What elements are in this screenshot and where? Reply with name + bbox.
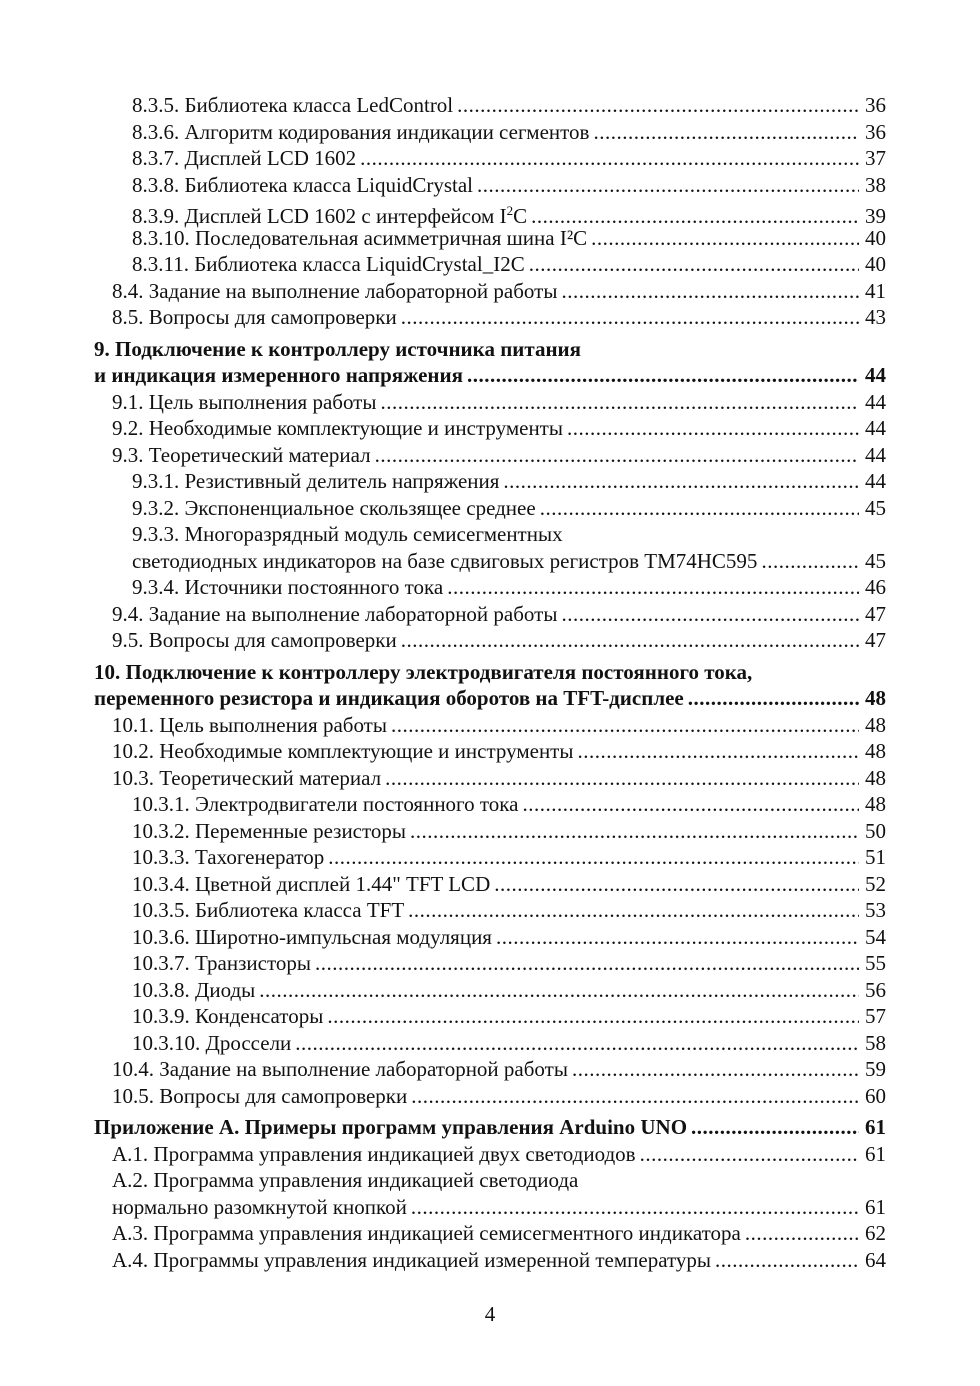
toc-entry-page: 50	[865, 818, 886, 843]
toc-entry-page: 47	[865, 601, 886, 626]
dot-leader	[494, 871, 859, 898]
dot-leader	[360, 145, 859, 172]
toc-entry-page: 61	[865, 1141, 886, 1166]
toc-entry[interactable]	[94, 950, 886, 977]
toc-entry-title: 10.3.3. Тахогенератор	[132, 845, 325, 869]
toc-entry[interactable]	[94, 1141, 886, 1168]
dot-leader	[523, 791, 859, 818]
toc-entry-title: Приложение А. Примеры программ управления Arduino UNO	[94, 1115, 688, 1139]
toc-entry[interactable]	[94, 738, 886, 765]
toc-entry[interactable]	[94, 871, 886, 898]
toc-entry[interactable]	[94, 897, 886, 924]
toc-entry[interactable]	[94, 389, 886, 416]
toc-entry-page: 51	[865, 845, 886, 869]
dot-leader	[640, 1141, 859, 1168]
toc-entry-page: 44	[865, 442, 886, 467]
toc-entry[interactable]	[94, 198, 886, 228]
dot-leader	[572, 1056, 859, 1083]
chapter-entry[interactable]	[94, 685, 886, 712]
toc-entry[interactable]	[94, 548, 886, 575]
toc-entry-title-main: 8.3.9. Дисплей LCD 1602 с интерфейсом I	[132, 204, 507, 228]
toc-entry-title: 9.3.4. Источники постоянного тока	[132, 575, 444, 599]
toc-entry[interactable]	[94, 225, 886, 252]
toc-entry-title: 9.3.2. Экспоненциальное скользящее среднее	[132, 495, 536, 520]
toc-entry-page: 45	[865, 495, 886, 520]
toc-entry-title: переменного резистора и индикация оборотов на TFT-дисплее	[94, 686, 684, 710]
toc-entry-page: 44	[865, 416, 886, 440]
toc-entry-page: 54	[865, 924, 886, 949]
dot-leader	[327, 1003, 859, 1030]
toc-entry-title: 10.3.8. Диоды	[132, 977, 256, 1002]
dot-leader	[411, 1194, 859, 1221]
dot-leader	[715, 1247, 859, 1274]
dot-leader	[375, 442, 859, 469]
toc-entry-title: 8.4. Задание на выполнение лабораторной работы	[112, 278, 558, 303]
toc-entry-page: 48	[865, 765, 886, 790]
toc-entry[interactable]	[94, 495, 886, 522]
dot-leader	[761, 548, 859, 575]
toc-entry-title: 8.3.10. Последовательная асимметричная шина I²C	[132, 225, 588, 250]
dot-leader	[408, 897, 859, 924]
dot-leader	[561, 278, 859, 305]
toc-entry[interactable]	[94, 442, 886, 469]
toc-entry[interactable]	[94, 1194, 886, 1221]
chapter-heading[interactable]: 9. Подключение к контроллеру источника питания	[94, 336, 582, 361]
toc-entry[interactable]	[94, 601, 886, 628]
toc-entry-page: 61	[865, 1115, 886, 1139]
toc-entry-title: 9.5. Вопросы для самопроверки	[112, 628, 397, 652]
dot-leader	[385, 765, 859, 792]
toc-entry-page: 57	[865, 1004, 886, 1028]
dot-leader	[529, 251, 859, 278]
dot-leader	[503, 468, 859, 495]
toc-entry[interactable]	[94, 468, 886, 495]
toc-entry-page: 45	[865, 548, 886, 573]
dot-leader	[593, 119, 859, 146]
toc-entry-title: 8.3.5. Библиотека класса LedControl	[132, 93, 454, 117]
toc-entry[interactable]	[94, 1030, 886, 1057]
superscript-two: 2	[506, 203, 514, 218]
toc-entry-title: А.1. Программа управления индикацией двух светодиодов	[112, 1141, 636, 1166]
toc-entry-title: 10.3.4. Цветной дисплей 1.44" TFT LCD	[132, 871, 491, 896]
toc-entry[interactable]	[94, 574, 886, 601]
toc-entry[interactable]	[94, 1220, 886, 1247]
toc-entry-page: 48	[865, 686, 886, 710]
toc-entry-title: нормально разомкнутой кнопкой	[112, 1194, 407, 1219]
dot-leader	[567, 415, 859, 442]
toc-entry-page: 55	[865, 951, 886, 975]
toc-entry-page: 43	[865, 305, 886, 329]
toc-entry-page: 38	[865, 172, 886, 197]
appendix-entry[interactable]	[94, 1114, 886, 1141]
toc-entry-page: 37	[865, 146, 886, 170]
dot-leader	[401, 304, 859, 331]
toc-entry-page: 56	[865, 977, 886, 1002]
chapter-heading[interactable]: 10. Подключение к контроллеру электродвигателя постоянного тока,	[94, 659, 753, 684]
dot-leader	[259, 977, 859, 1004]
toc-entry-title: 10.3. Теоретический материал	[112, 765, 382, 790]
dot-leader	[540, 495, 859, 522]
toc-entry-page: 44	[865, 469, 886, 493]
toc-entry-title: 9.3. Теоретический материал	[112, 442, 371, 467]
toc-entry-page: 39	[865, 204, 886, 228]
toc-entry-page: 46	[865, 575, 886, 599]
toc-entry-page: 53	[865, 898, 886, 922]
toc-entry[interactable]	[94, 712, 886, 739]
toc-entry[interactable]	[94, 172, 886, 199]
toc-entry[interactable]	[94, 844, 886, 871]
toc-entry-title: 9.4. Задание на выполнение лабораторной работы	[112, 601, 558, 626]
toc-entry-title: 9.2. Необходимые комплектующие и инструменты	[112, 416, 563, 440]
toc-entry[interactable]	[94, 304, 886, 331]
toc-entry-title: 10.3.10. Дроссели	[132, 1030, 292, 1055]
dot-leader	[561, 601, 859, 628]
toc-entry-page: 58	[865, 1030, 886, 1055]
toc-entry-page: 44	[865, 363, 886, 387]
dot-leader	[577, 738, 859, 765]
toc-entry-title: 9.1. Цель выполнения работы	[112, 389, 377, 414]
toc-entry-page: 64	[865, 1247, 886, 1272]
toc-entry-title: 10.3.5. Библиотека класса TFT	[132, 898, 405, 922]
toc-entry[interactable]	[94, 977, 886, 1004]
toc-entry-title: 8.3.7. Дисплей LCD 1602	[132, 146, 357, 170]
dot-leader	[457, 92, 859, 119]
toc-entry-title: 8.3.8. Библиотека класса LiquidCrystal	[132, 172, 473, 197]
toc-entry[interactable]	[94, 1003, 886, 1030]
toc-entry-title: 10.1. Цель выполнения работы	[112, 712, 387, 737]
page-number: 4	[484, 1302, 496, 1326]
toc-entry-page: 40	[865, 225, 886, 250]
toc-entry-title: 10.3.2. Переменные резисторы	[132, 818, 407, 843]
toc-entry-title: А.3. Программа управления индикацией семисегментного индикатора	[112, 1221, 741, 1245]
toc-entry-title: 10.4. Задание на выполнение лабораторной работы	[112, 1057, 568, 1081]
toc-entry-page: 60	[865, 1083, 886, 1108]
toc-entry-title: светодиодных индикаторов на базе сдвиговых регистров TM74HC595	[132, 548, 758, 573]
toc-entry[interactable]	[94, 1247, 886, 1274]
toc-entry-title: 10.5. Вопросы для самопроверки	[112, 1083, 408, 1108]
toc-entry-page: 59	[865, 1057, 886, 1081]
dot-leader	[447, 574, 859, 601]
toc-entry-page: 36	[865, 93, 886, 117]
toc-entry[interactable]	[94, 251, 886, 278]
toc-entry-page: 48	[865, 712, 886, 737]
dot-leader	[467, 362, 859, 389]
chapter-entry[interactable]	[94, 362, 886, 389]
toc-entry-page: 62	[865, 1221, 886, 1245]
toc-entry[interactable]	[94, 924, 886, 951]
toc-entry-title: 10.3.1. Электродвигатели постоянного тока	[132, 792, 519, 816]
toc-entry[interactable]	[94, 415, 886, 442]
dot-leader	[496, 924, 859, 951]
toc-entry-title: А.4. Программы управления индикацией измеренной температуры	[112, 1247, 711, 1272]
dot-leader	[477, 172, 859, 199]
toc-entry-page: 40	[865, 252, 886, 276]
dot-leader	[411, 1083, 859, 1110]
toc-entry[interactable]	[94, 627, 886, 654]
toc-entry-page: 41	[865, 278, 886, 303]
toc-entry-title: 10.3.7. Транзисторы	[132, 951, 311, 975]
toc-entry-title: 10.3.6. Широтно-импульсная модуляция	[132, 924, 492, 949]
table-of-contents	[94, 92, 886, 1273]
toc-entry-title: и индикация измеренного напряжения	[94, 363, 463, 387]
dot-leader	[380, 389, 859, 416]
dot-leader	[391, 712, 859, 739]
toc-entry[interactable]	[94, 119, 886, 146]
toc-entry-title: 10.3.9. Конденсаторы	[132, 1004, 324, 1028]
toc-entry[interactable]	[94, 278, 886, 305]
toc-entry-title: 10.2. Необходимые комплектующие и инструменты	[112, 739, 574, 763]
toc-entry-title-end: C	[513, 204, 528, 228]
toc-entry[interactable]	[94, 791, 886, 818]
dot-leader	[315, 950, 859, 977]
dot-leader	[410, 818, 859, 845]
toc-entry-page: 44	[865, 389, 886, 414]
toc-entry-first-line[interactable]: 9.3.3. Многоразрядный модуль семисегментных	[132, 522, 563, 546]
toc-entry-page: 52	[865, 871, 886, 896]
dot-leader	[591, 225, 859, 252]
toc-entry[interactable]	[94, 1056, 886, 1083]
toc-entry-first-line[interactable]: А.2. Программа управления индикацией светодиода	[112, 1168, 579, 1192]
toc-entry[interactable]	[94, 145, 886, 172]
dot-leader	[401, 627, 859, 654]
toc-entry-page: 48	[865, 739, 886, 763]
toc-entry-title: 8.5. Вопросы для самопроверки	[112, 305, 397, 329]
dot-leader	[745, 1220, 859, 1247]
dot-leader	[688, 685, 859, 712]
toc-entry-title: 8.3.11. Библиотека класса LiquidCrystal_I2C	[132, 252, 525, 276]
toc-entry-page: 48	[865, 792, 886, 816]
dot-leader	[691, 1114, 859, 1141]
toc-entry-page: 61	[865, 1194, 886, 1219]
toc-entry[interactable]	[94, 1083, 886, 1110]
toc-entry-title: 8.3.6. Алгоритм кодирования индикации сегментов	[132, 119, 590, 144]
toc-entry-title: 9.3.1. Резистивный делитель напряжения	[132, 469, 500, 493]
toc-entry[interactable]	[94, 818, 886, 845]
toc-entry-page: 36	[865, 119, 886, 144]
dot-leader	[295, 1030, 859, 1057]
toc-entry-page: 47	[865, 628, 886, 652]
dot-leader	[328, 844, 859, 871]
toc-entry[interactable]	[94, 765, 886, 792]
toc-entry[interactable]	[94, 92, 886, 119]
